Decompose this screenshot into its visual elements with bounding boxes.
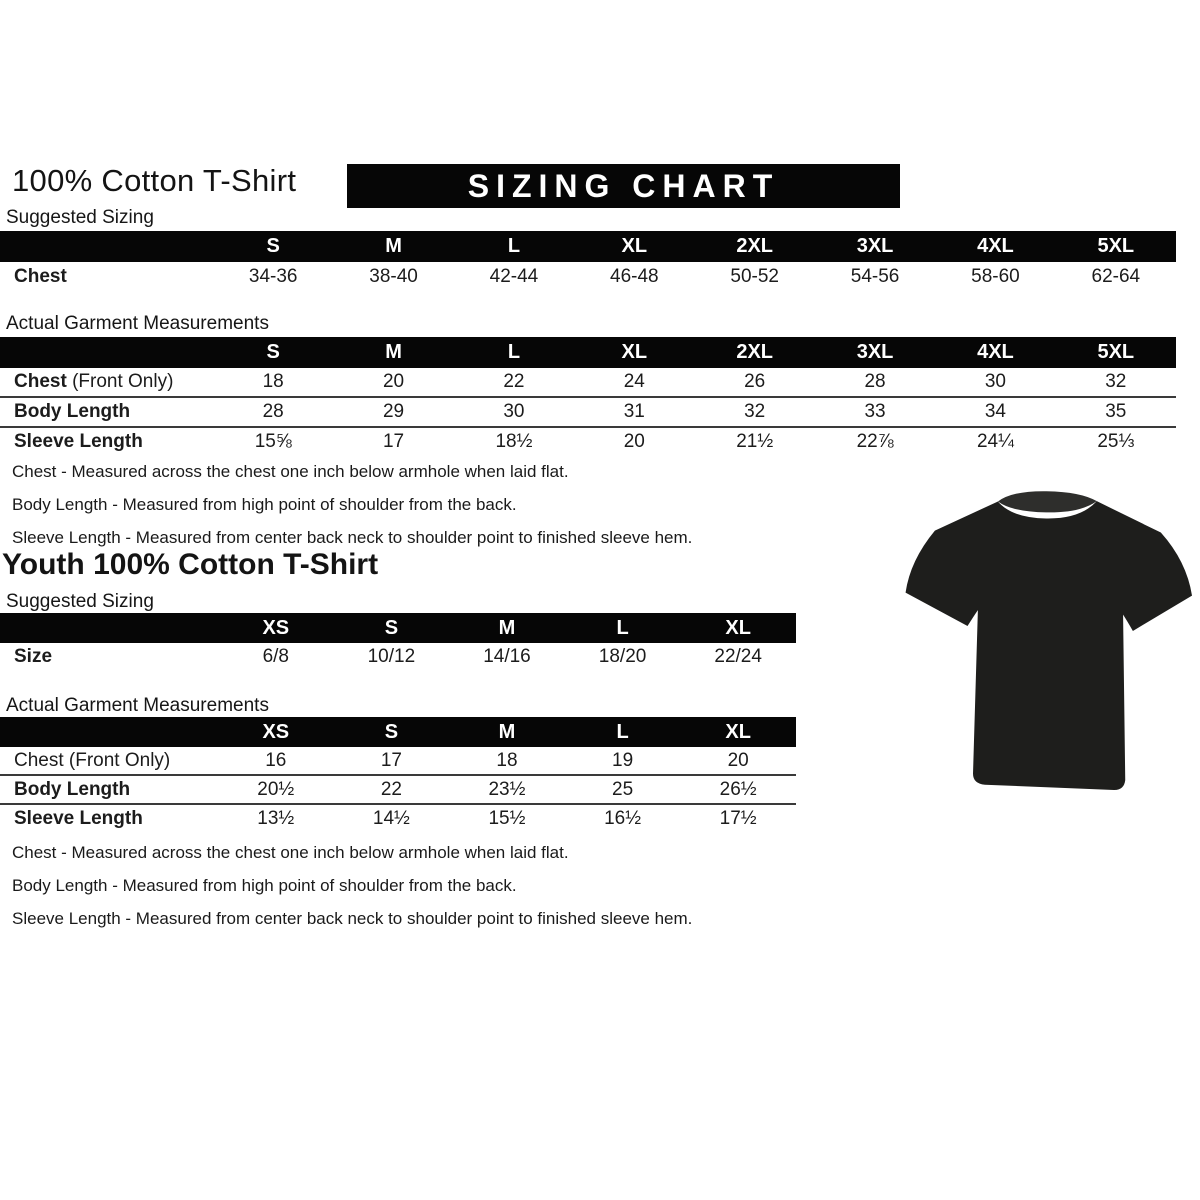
value-cell: 31	[623, 401, 645, 422]
value-cell: 17	[380, 749, 402, 771]
size-header-cell: L	[507, 341, 521, 363]
size-header-cell: S	[384, 720, 399, 743]
value-cell: 22	[380, 778, 402, 800]
value-cell: 20	[623, 431, 645, 452]
table-row	[0, 262, 1176, 292]
value-cell: 24¼	[976, 431, 1014, 452]
adult-actual-measurements-table	[0, 337, 1176, 456]
table-header-row	[0, 717, 796, 747]
page-title: 100% Cotton T-Shirt	[12, 163, 297, 198]
value-cell: 15½	[488, 807, 526, 829]
value-cell: 58-60	[971, 266, 1020, 287]
size-header-cell: L	[616, 616, 629, 639]
size-header-cell: S	[266, 235, 280, 257]
row-label: Chest (Front Only)	[14, 749, 171, 771]
row-label: Body Length	[14, 401, 131, 422]
value-cell: 14½	[372, 807, 410, 829]
value-cell: 20	[382, 371, 405, 392]
value-cell: 18	[496, 749, 518, 771]
sizing-chart-banner: SIZING CHART	[347, 164, 900, 208]
value-cell: 23½	[488, 778, 526, 800]
value-cell: 46-48	[610, 266, 659, 287]
table-row	[0, 747, 796, 774]
size-header-cell: 2XL	[736, 235, 774, 257]
table-header-row	[0, 337, 1176, 368]
note-line: Sleeve Length - Measured from center back neck to shoulder point to finished sleeve hem.	[12, 528, 693, 547]
adult-actual-measurements-label: Actual Garment Measurements	[6, 313, 269, 334]
value-cell: 20	[727, 749, 749, 771]
size-header-cell: L	[507, 235, 521, 257]
value-cell: 15⅝	[254, 431, 292, 452]
size-header-cell: M	[498, 720, 516, 743]
size-header-cell: 3XL	[856, 341, 894, 363]
youth-actual-measurements-table	[0, 717, 796, 832]
row-label: Size	[14, 645, 53, 667]
tshirt-image	[888, 466, 1200, 814]
value-cell: 30	[984, 371, 1006, 392]
value-cell: 6/8	[262, 645, 289, 667]
youth-suggested-sizing-label: Suggested Sizing	[6, 591, 154, 612]
row-label: Body Length	[14, 778, 131, 800]
size-header-cell: M	[385, 235, 402, 257]
size-header-cell: M	[498, 616, 516, 639]
value-cell: 28	[262, 401, 284, 422]
value-cell: 24	[623, 371, 645, 392]
value-cell: 35	[1105, 401, 1127, 422]
value-cell: 20½	[257, 778, 295, 800]
size-header-cell: 5XL	[1097, 341, 1135, 363]
value-cell: 18/20	[598, 645, 647, 667]
table-header-row	[0, 231, 1176, 262]
size-header-cell: 4XL	[977, 341, 1014, 363]
note-line: Chest - Measured across the chest one inch below armhole when laid flat.	[12, 462, 569, 481]
value-cell: 29	[382, 401, 405, 422]
note-line: Body Length - Measured from high point of shoulder from the back.	[12, 495, 517, 514]
table-row	[0, 643, 796, 670]
value-cell: 25⅓	[1097, 431, 1135, 452]
value-cell: 13½	[257, 807, 295, 829]
size-header-cell: 2XL	[736, 341, 774, 363]
table-row	[0, 803, 796, 832]
value-cell: 30	[503, 401, 525, 422]
value-cell: 18½	[495, 431, 533, 452]
value-cell: 38-40	[369, 266, 418, 287]
size-header-cell: XS	[262, 616, 290, 639]
value-cell: 32	[1105, 371, 1127, 392]
value-cell: 50-52	[730, 266, 779, 287]
value-cell: 22/24	[714, 645, 762, 667]
value-cell: 16	[265, 749, 287, 771]
value-cell: 17½	[719, 807, 757, 829]
youth-suggested-sizing-table	[0, 613, 796, 670]
adult-suggested-sizing-table	[0, 231, 1176, 292]
adult-measurement-notes	[12, 462, 692, 561]
note-line: Body Length - Measured from high point of shoulder from the back.	[12, 876, 517, 895]
value-cell: 21½	[736, 431, 774, 452]
value-cell: 26	[744, 371, 766, 392]
note-line: Chest - Measured across the chest one inch below armhole when laid flat.	[12, 843, 569, 862]
row-label: Sleeve Length	[14, 807, 143, 829]
row-label: Chest	[14, 266, 67, 287]
value-cell: 19	[612, 749, 634, 771]
value-cell: 10/12	[367, 645, 416, 667]
size-header-cell: XL	[725, 616, 751, 639]
value-cell: 14/16	[483, 645, 531, 667]
value-cell: 22⅞	[856, 431, 894, 452]
youth-actual-measurements-label: Actual Garment Measurements	[6, 695, 269, 716]
row-label: Sleeve Length	[14, 431, 143, 452]
value-cell: 34	[984, 401, 1006, 422]
value-cell: 18	[262, 371, 284, 392]
table-row	[0, 368, 1176, 396]
table-row	[0, 426, 1176, 456]
size-header-cell: 4XL	[977, 235, 1014, 257]
row-label: Chest (Front Only)	[14, 371, 174, 392]
size-header-cell: 3XL	[856, 235, 894, 257]
size-header-cell: S	[384, 616, 399, 639]
value-cell: 28	[864, 371, 886, 392]
value-cell: 32	[744, 401, 766, 422]
table-row	[0, 396, 1176, 426]
table-header-row	[0, 613, 796, 643]
size-header-cell: XL	[621, 235, 648, 257]
adult-suggested-sizing-label: Suggested Sizing	[6, 207, 154, 228]
value-cell: 34-36	[248, 266, 298, 287]
value-cell: 33	[864, 401, 886, 422]
size-header-cell: XS	[262, 720, 290, 743]
value-cell: 42-44	[489, 266, 539, 287]
youth-section-title: Youth 100% Cotton T-Shirt	[2, 548, 379, 581]
value-cell: 54-56	[850, 266, 900, 287]
value-cell: 62-64	[1091, 266, 1141, 287]
size-header-cell: XL	[725, 720, 751, 743]
youth-measurement-notes	[12, 843, 692, 942]
size-header-cell: 5XL	[1097, 235, 1135, 257]
size-header-cell: L	[616, 720, 629, 743]
value-cell: 17	[382, 431, 405, 452]
size-header-cell: S	[266, 341, 280, 363]
value-cell: 26½	[719, 778, 757, 800]
size-header-cell: M	[385, 341, 402, 363]
table-row	[0, 774, 796, 803]
value-cell: 22	[503, 371, 525, 392]
note-line: Sleeve Length - Measured from center back neck to shoulder point to finished sleeve hem.	[12, 909, 693, 928]
value-cell: 16½	[604, 807, 642, 829]
value-cell: 25	[612, 778, 634, 800]
size-header-cell: XL	[621, 341, 648, 363]
